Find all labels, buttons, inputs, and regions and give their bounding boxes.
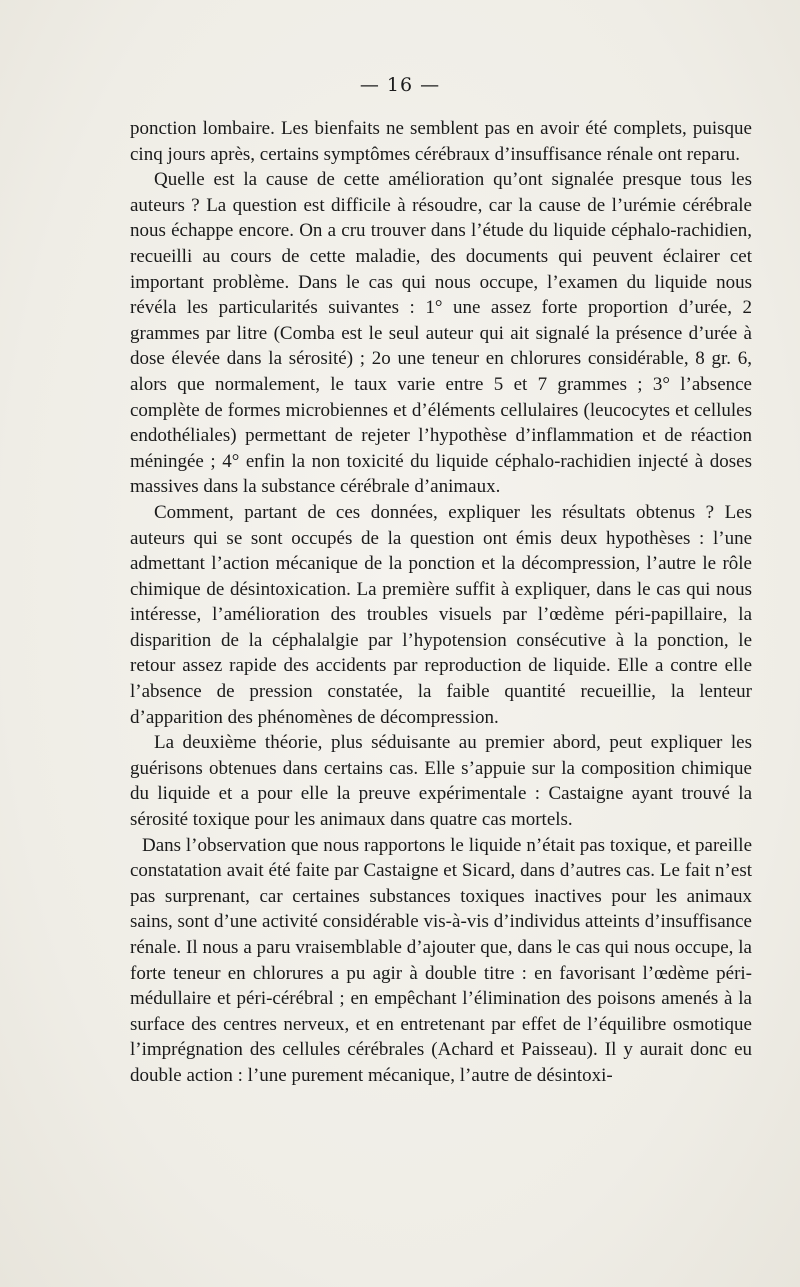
body-text	[130, 116, 752, 1089]
paragraph-continuation: ponction lombaire. Les bienfaits ne semblent pas en avoir été complets, puisque cinq jours après, certains symptômes cérébraux d’insuffisance rénale ont reparu.	[130, 118, 752, 165]
paragraph-cause-amelioration: Quelle est la cause de cette amélioration qu’ont signalée presque tous les auteurs ? La question est difficile à résoudre, car la cause de l’urémie cérébrale nous échappe encore. On a cru trouver dans l’étude du liquide céphalo-rachidien, recueilli au cours de cette maladie, des documents qui peuvent éclairer cet important problème. Dans le cas qui nous occupe, l’examen du liquide nous révéla les particularités suivantes : 1° une assez forte proportion d’urée, 2 grammes par litre (Comba est le seul auteur qui ait signalé la présence d’urée à dose élevée dans la sérosité) ; 2o une teneur en chlorures considérable, 8 gr. 6, alors que normalement, le taux varie entre 5 et 7 grammes ; 3° l’absence complète de formes microbiennes et d’éléments cellulaires (leucocytes et cellules endothéliales) permettant de rejeter l’hypothèse d’inflammation et de réaction méningée ; 4° enfin la non toxicité du liquide céphalo-rachidien injecté à doses massives dans la substance cérébrale d’animaux.	[130, 169, 752, 498]
paragraph-hypotheses: Comment, partant de ces données, expliquer les résultats obtenus ? Les auteurs qui se sont occupés de la question ont émis deux hypothèses : l’une admettant l’action mécanique de la ponction et la décompression, l’autre le rôle chimique de désintoxication. La première suffit à expliquer, dans le cas qui nous intéresse, l’amélioration des troubles visuels par l’œdème péri-papillaire, la disparition de la céphalalgie par l’hypotension consécutive à la ponction, le retour assez rapide des accidents par reproduction de liquide. Elle a contre elle l’absence de pression constatée, la faible quantité recueillie, la lenteur d’apparition des phénomènes de décompression.	[130, 501, 752, 728]
page-number: — 16 —	[359, 74, 441, 96]
paragraph-observation: Dans l’observation que nous rapportons le liquide n’était pas toxique, et pareille constatation avait été faite par Castaigne et Sicard, dans d’autres cas. Le fait n’est pas surprenant, car certaines substances toxiques inactives pour les animaux sains, sont d’une activité considérable vis-à-vis d’individus atteints d’insuffisance rénale. Il nous a paru vraisemblable d’ajouter que, dans le cas qui nous occupe, la forte teneur en chlorures a pu agir à double titre : en favorisant l’œdème péri-médullaire et péri-cérébral ; en empêchant l’élimination des poisons amenés à la surface des centres nerveux, et en entretenant par effet de l’équilibre osmotique l’imprégnation des cellules cérébrales (Achard et Paisseau). Il y aurait donc eu double action : l’une purement mécanique, l’autre de désintoxi-	[130, 834, 752, 1086]
paragraph-deuxieme-theorie: La deuxième théorie, plus séduisante au premier abord, peut expliquer les guérisons obtenues dans certains cas. Elle s’appuie sur la composition chimique du liquide et a pour elle la preuve expérimentale : Castaigne ayant trouvé la sérosité toxique pour les animaux dans quatre cas mortels.	[130, 732, 752, 831]
